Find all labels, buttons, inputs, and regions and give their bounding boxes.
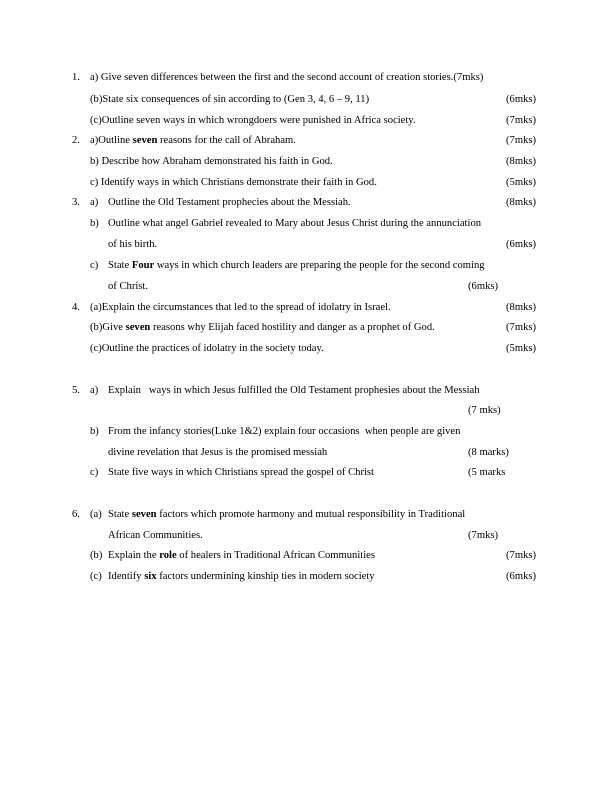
question-6a-label: (a) <box>90 509 102 520</box>
question-1-number: 1. <box>72 72 80 83</box>
question-3a-label: a) <box>90 197 99 208</box>
question-5b-continuation: divine revelation that Jesus is the promised messiah <box>108 447 328 458</box>
question-3c-continuation: of Christ. <box>108 281 149 292</box>
question-6c-label: (c) <box>90 571 102 582</box>
question-5c-text: State five ways in which Christians spread the gospel of Christ <box>108 467 374 478</box>
question-3b-marks: (6mks) <box>506 239 537 250</box>
question-3b-label: b) <box>90 218 99 229</box>
question-2a-marks: (7mks) <box>506 135 537 146</box>
question-3a-text: Outline the Old Testament prophecies about the Messiah. <box>108 197 351 208</box>
question-6-number: 6. <box>72 509 80 520</box>
question-4c-text: (c)Outline the practices of idolatry in the society today. <box>90 343 324 354</box>
question-5b-marks: (8 marks) <box>468 447 509 458</box>
question-6b-marks: (7mks) <box>506 550 537 561</box>
question-3c-text: State Four ways in which church leaders are preparing the people for the second coming <box>108 260 485 271</box>
question-3b-text: Outline what angel Gabriel revealed to Mary about Jesus Christ during the annunciation <box>108 218 482 229</box>
question-3c-label: c) <box>90 260 99 271</box>
question-2b-marks: (8mks) <box>506 156 537 167</box>
question-6a-text: State seven factors which promote harmony and mutual responsibility in Traditional <box>108 509 466 520</box>
question-1c-text: (c)Outline seven ways in which wrongdoers were punished in Africa society. <box>90 115 416 126</box>
question-4-number: 4. <box>72 302 80 313</box>
question-6c-marks: (6mks) <box>506 571 537 582</box>
question-1b-marks: (6mks) <box>506 94 537 105</box>
question-3-number: 3. <box>72 197 80 208</box>
question-2c-text: c) Identify ways in which Christians demonstrate their faith in God. <box>90 177 377 188</box>
question-1c-marks: (7mks) <box>506 115 537 126</box>
question-3c-marks: (6mks) <box>468 281 499 292</box>
question-4a-marks: (8mks) <box>506 302 537 313</box>
question-5a-label: a) <box>90 385 99 396</box>
question-6a-marks: (7mks) <box>468 530 499 541</box>
question-4a-text: (a)Explain the circumstances that led to the spread of idolatry in Israel. <box>90 302 391 313</box>
question-5c-label: c) <box>90 467 99 478</box>
question-2c-marks: (5mks) <box>506 177 537 188</box>
question-2-number: 2. <box>72 135 80 146</box>
question-2b-text: b) Describe how Abraham demonstrated his faith in God. <box>90 156 333 167</box>
question-5b-text: From the infancy stories(Luke 1&2) explain four occasions when people are given <box>108 426 461 437</box>
question-1b-text: (b)State six consequences of sin according to (Gen 3, 4, 6 – 9, 11) <box>90 94 370 105</box>
question-6c-text: Identify six factors undermining kinship ties in modern society <box>108 571 375 582</box>
question-3b-continuation: of his birth. <box>108 239 158 250</box>
question-3a-marks: (8mks) <box>506 197 537 208</box>
question-5a-text: Explain ways in which Jesus fulfilled the Old Testament prophesies about the Messiah <box>108 385 480 396</box>
question-5c-marks: (5 marks <box>468 467 506 478</box>
question-6b-text: Explain the role of healers in Traditional African Communities <box>108 550 375 561</box>
question-2a-text: a)Outline seven reasons for the call of Abraham. <box>90 135 296 146</box>
question-5-number: 5. <box>72 385 80 396</box>
question-1a-text: a) Give seven differences between the first and the second account of creation stories.(7mks) <box>90 72 484 83</box>
question-5a-marks: (7 mks) <box>468 405 501 416</box>
question-4b-marks: (7mks) <box>506 322 537 333</box>
question-4b-text: (b)Give seven reasons why Elijah faced hostility and danger as a prophet of God. <box>90 322 435 333</box>
question-6a-continuation: African Communities. <box>108 530 203 541</box>
question-5b-label: b) <box>90 426 99 437</box>
question-4c-marks: (5mks) <box>506 343 537 354</box>
question-6b-label: (b) <box>90 550 103 561</box>
